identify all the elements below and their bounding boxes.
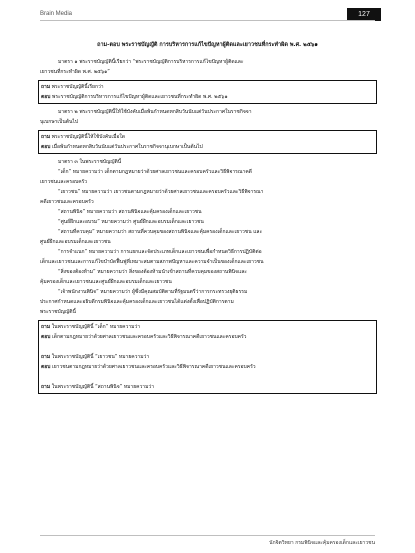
paragraph-line: ประกาศกำหนดและอธิบดีกรมพินิจและคุ้มครองเด็กและเยาวชนได้แต่งตั้งเพื่อปฏิบัติการตาม [40,299,234,305]
question-label: ถาม [41,354,51,360]
paragraph-line: มาตรา ๓ ในพระราชบัญญัตินี้ [58,159,122,165]
question-line [41,352,374,362]
paragraph-line: “สถานที่ควบคุม” หมายความว่า สถานที่ควบคุมของสถานพินิจและคุ้มครองเด็กและเยาวชน และ [58,229,263,235]
paragraph-line: คดีเยาวชนและครอบครัว [40,199,94,205]
question-label: ถาม [41,324,51,330]
content-blocks [40,57,375,317]
paragraph-line: ศูนย์ฝึกและอบรมเด็กและเยาวชน [40,239,111,245]
answer-label: ตอบ [41,144,51,150]
question-line [41,82,374,92]
paragraph-line: เด็กและเยาวชนและการแก้ไขบำบัดฟื้นฟูที่เหมาะสมตามสภาพปัญหาและความจำเป็นของเด็กและเยาวชน [40,259,264,265]
question-label: ถาม [41,384,51,390]
spacer [41,342,374,352]
answer-text: พระราชบัญญัติการบริหารการแก้ไขปัญหาผู้ติดและเยาวชนที่กระทำผิด พ.ศ. ๒๕๖๑ [52,94,228,100]
document-body [40,40,375,397]
paragraph-line: เยาวชนที่กระทำผิด พ.ศ. ๒๕๖๑” [40,69,110,75]
question-line [41,132,374,142]
paragraph-line: “สิ่งของต้องห้าม” หมายความว่า สิ่งของต้องห้ามนำเข้าสถานที่ควบคุมของสถานพินิจและ [58,269,247,275]
question-text: ในพระราชบัญญัตินี้ “เด็ก” หมายความว่า [51,324,141,330]
question-text: ในพระราชบัญญัตินี้ “สถานพินิจ” หมายความว่า [51,384,155,390]
brand-name: Brain Media [40,11,73,17]
paragraph-line: “เด็ก” หมายความว่า เด็กตามกฎหมายว่าด้วยศาลเยาวชนและครอบครัวและวิธีพิจารณาคดี [58,169,252,175]
paragraph-line: พระราชบัญญัตินี้ [40,309,76,315]
paragraph-line: “สถานพินิจ” หมายความว่า สถานพินิจและคุ้มครองเด็กและเยาวชน [58,209,202,215]
paragraph-line: มาตรา ๒ พระราชบัญญัตินี้ให้ใช้บังคับเมื่อพ้นกำหนดหกสิบวันนับแต่วันประกาศในราชกิจจา [58,109,252,115]
spacer [41,372,374,382]
paragraph-line: มาตรา ๑ พระราชบัญญัตินี้เรียกว่า “พระราชบัญญัติการบริหารการแก้ไขปัญหาผู้ติดและ [58,59,244,65]
question-text: ในพระราชบัญญัตินี้ “เยาวชน” หมายความว่า [51,354,150,360]
answer-label: ตอบ [41,364,51,370]
paragraph-line: เยาวชนและครอบครัว [40,179,88,185]
qa-box-definitions [38,320,377,394]
answer-label: ตอบ [41,334,51,340]
page-number-badge: 127 [347,8,381,21]
answer-text: เด็กตามกฎหมายว่าด้วยศาลเยาวชนและครอบครัวและวิธีพิจารณาคดีเยาวชนและครอบครัว [52,334,247,340]
question-line [41,382,374,392]
paragraph-line: คุ้มครองเด็กและเยาวชนและศูนย์ฝึกและอบรมเด็กและเยาวชน [40,279,172,285]
answer-label: ตอบ [41,94,51,100]
answer-line [41,332,374,342]
question-text: พระราชบัญญัตินี้เรียกว่า [51,84,104,90]
question-text: พระราชบัญญัตินี้ให้ใช้บังคับเมื่อใด [51,134,126,140]
answer-text: เมื่อพ้นกำหนดหกสิบวันนับแต่วันประกาศในราชกิจจานุเบกษาเป็นต้นไป [52,144,203,150]
answer-line [41,92,374,102]
paragraph-line: “การจำแนก” หมายความว่า การแยกและจัดประเภทเด็กและเยาวชนเพื่อกำหนดวิธีการปฏิบัติต่อ [58,249,262,255]
answer-line [41,362,374,372]
header-rule [40,20,375,21]
answer-text: เยาวชนตามกฎหมายว่าด้วยศาลเยาวชนและครอบครัวและวิธีพิจารณาคดีเยาวชนและครอบครัว [52,364,256,370]
paragraph-line: “เจ้าพนักงานพินิจ” หมายความว่า ผู้ซึ่งมีคุณสมบัติตามที่รัฐมนตรีว่าการกระทรวงยุติธรรม [58,289,248,295]
question-label: ถาม [41,84,51,90]
paragraph-line: “เยาวชน” หมายความว่า เยาวชนตามกฎหมายว่าด้วยศาลเยาวชนและครอบครัวและวิธีพิจารณา [58,189,264,195]
question-line [41,322,374,332]
document-title: ถาม-ตอบ พระราชบัญญัติ การบริหารการแก้ไขปัญหาผู้ติดและเยาวชนที่กระทำผิด พ.ศ. ๒๕๖๑ [97,42,318,48]
footer-text: นักจิตวิทยา กรมพินิจและคุ้มครองเด็กและเยาวชน [40,535,375,547]
question-label: ถาม [41,134,51,140]
qa-box [38,130,377,154]
paragraph-line: “ศูนย์ฝึกและอบรม” หมายความว่า ศูนย์ฝึกและอบรมเด็กและเยาวชน [58,219,204,225]
qa-box [38,80,377,104]
answer-line [41,142,374,152]
paragraph-line: นุเบกษาเป็นต้นไป [40,119,79,125]
